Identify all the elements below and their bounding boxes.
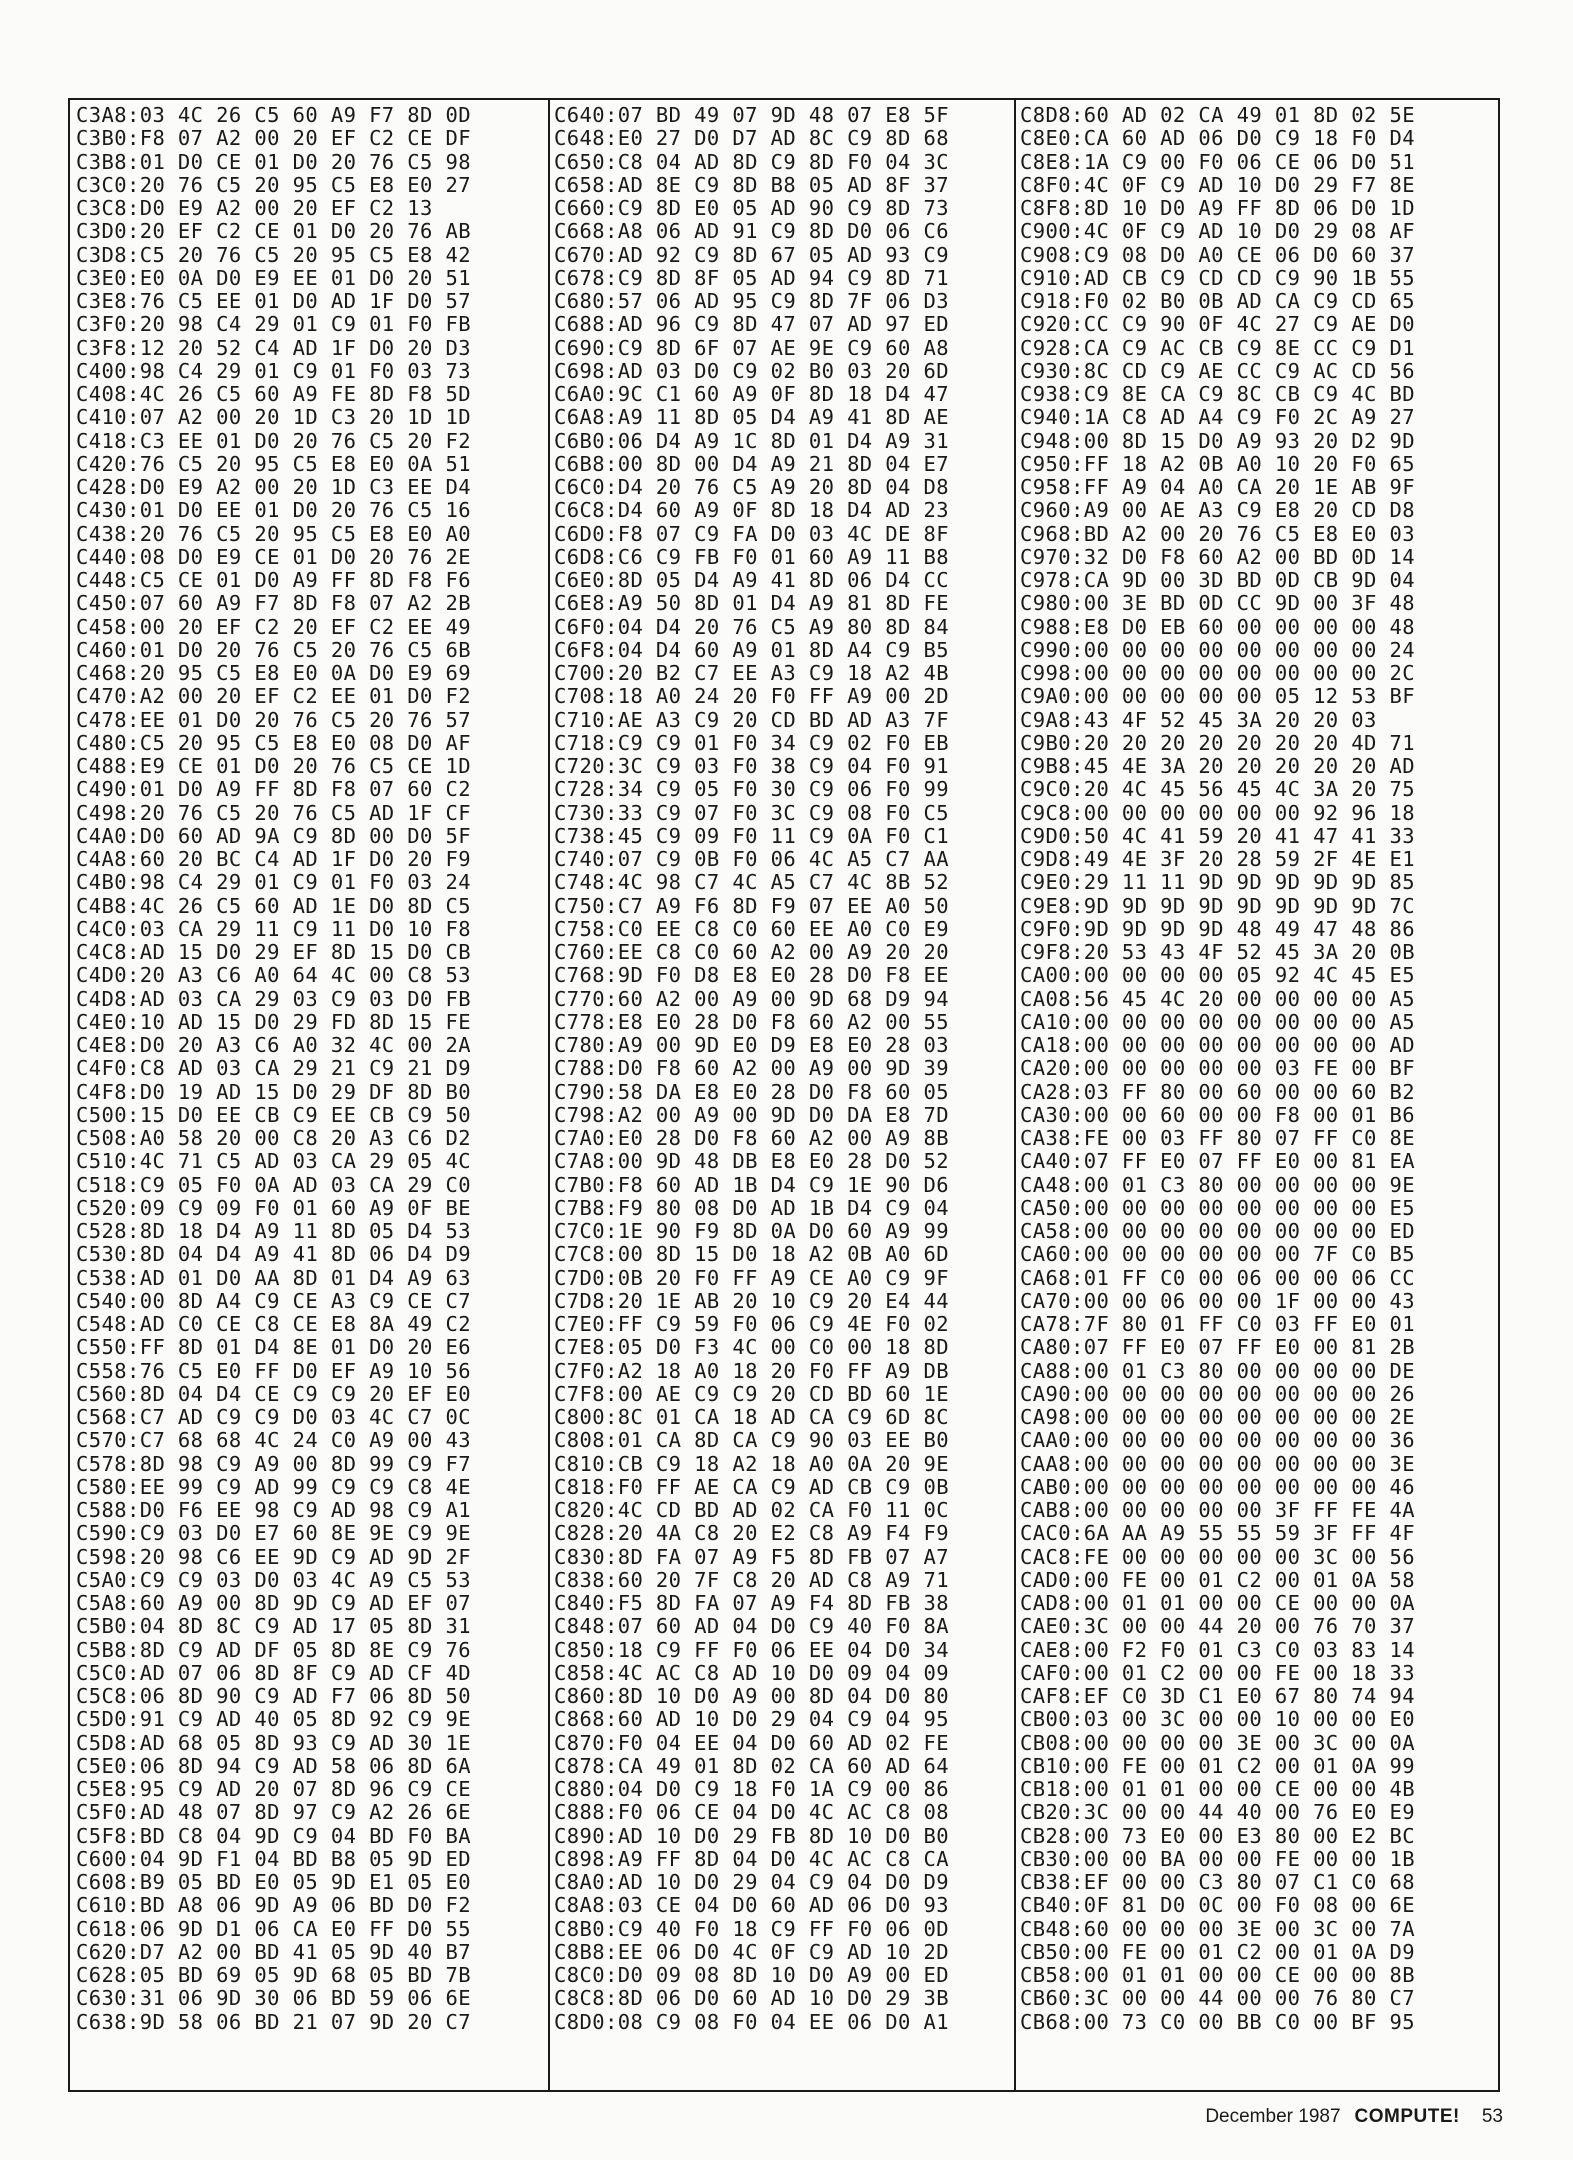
code-line: CA58:00 00 00 00 00 00 00 00 ED	[1020, 1219, 1416, 1243]
code-line: CAE8:00 F2 F0 01 C3 C0 03 83 14	[1020, 1637, 1416, 1662]
code-line: C3E8:76 C5 EE 01 D0 AD 1F D0 57	[76, 289, 472, 313]
code-line: CB48:60 00 00 00 3E 00 3C 00 7A	[1020, 1916, 1416, 1941]
code-line: C9B8:45 4E 3A 20 20 20 20 20 AD	[1020, 754, 1416, 778]
page-footer	[1205, 2106, 1503, 2128]
code-line: C9A8:43 4F 52 45 3A 20 20 03	[1020, 707, 1377, 732]
code-line: CA48:00 01 C3 80 00 00 00 00 9E	[1020, 1172, 1416, 1197]
code-line: CAF0:00 01 C2 00 00 FE 00 18 33	[1020, 1660, 1416, 1685]
magazine-name: COMPUTE!	[1354, 2106, 1460, 2127]
code-line: C420:76 C5 20 95 C5 E8 E0 0A 51	[76, 451, 472, 476]
code-line: C4B0:98 C4 29 01 C9 01 F0 03 24	[76, 870, 472, 895]
code-line: C6C8:D4 60 A9 0F 8D 18 D4 AD 23	[554, 498, 950, 523]
code-line: C3C8:D0 E9 A2 00 20 EF C2 13	[76, 196, 433, 220]
code-line: C6F8:04 D4 60 A9 01 8D A4 C9 B5	[554, 637, 950, 662]
code-line: CAB0:00 00 00 00 00 00 00 00 46	[1020, 1474, 1416, 1499]
code-line: CAC0:6A AA A9 55 55 59 3F FF 4F	[1020, 1521, 1416, 1546]
code-line: C450:07 60 A9 F7 8D F8 07 A2 2B	[76, 591, 472, 616]
code-line: C7E0:FF C9 59 F0 06 C9 4E F0 02	[554, 1312, 950, 1336]
code-line: C3B8:01 D0 CE 01 D0 20 76 C5 98	[76, 149, 472, 174]
code-line: C578:8D 98 C9 A9 00 8D 99 C9 F7	[76, 1451, 472, 1476]
code-line: C3A8:03 4C 26 C5 60 A9 F7 8D 0D	[76, 103, 472, 127]
code-line: C850:18 C9 FF F0 06 EE 04 D0 34	[554, 1637, 950, 1662]
code-line: CA00:00 00 00 00 05 92 4C 45 E5	[1020, 963, 1416, 988]
code-line: CAD8:00 01 01 00 00 CE 00 00 0A	[1020, 1591, 1416, 1615]
code-line: C650:C8 04 AD 8D C9 8D F0 04 3C	[554, 149, 950, 174]
code-line: C848:07 60 AD 04 D0 C9 40 F0 8A	[554, 1614, 950, 1639]
code-line: C868:60 AD 10 D0 29 04 C9 04 95	[554, 1707, 950, 1732]
code-line: C638:9D 58 06 BD 21 07 9D 20 C7	[76, 2009, 472, 2034]
code-line: C978:CA 9D 00 3D BD 0D CB 9D 04	[1020, 568, 1416, 592]
code-line: C690:C9 8D 6F 07 AE 9E C9 60 A8	[554, 335, 950, 360]
code-line: C6A8:A9 11 8D 05 D4 A9 41 8D AE	[554, 405, 950, 430]
code-line: C8E8:1A C9 00 F0 06 CE 06 D0 51	[1020, 149, 1416, 174]
code-line: C4D0:20 A3 C6 A0 64 4C 00 C8 53	[76, 963, 472, 988]
code-line: C4F0:C8 AD 03 CA 29 21 C9 21 D9	[76, 1056, 472, 1081]
code-line: C5E0:06 8D 94 C9 AD 58 06 8D 6A	[76, 1753, 472, 1778]
code-line: C878:CA 49 01 8D 02 CA 60 AD 64	[554, 1753, 950, 1778]
code-line: CB00:03 00 3C 00 00 10 00 00 E0	[1020, 1707, 1416, 1732]
code-line: C738:45 C9 09 F0 11 C9 0A F0 C1	[554, 823, 950, 848]
code-line: C678:C9 8D 8F 05 AD 94 C9 8D 71	[554, 265, 950, 290]
code-line: C750:C7 A9 F6 8D F9 07 EE A0 50	[554, 893, 950, 918]
code-line: C480:C5 20 95 C5 E8 E0 08 D0 AF	[76, 730, 472, 755]
code-line: C3D8:C5 20 76 C5 20 95 C5 E8 42	[76, 242, 472, 267]
code-line: C930:8C CD C9 AE CC C9 AC CD 56	[1020, 358, 1416, 383]
code-line: C938:C9 8E CA C9 8C CB C9 4C BD	[1020, 382, 1416, 406]
code-line: C5C0:AD 07 06 8D 8F C9 AD CF 4D	[76, 1660, 472, 1685]
code-line: C710:AE A3 C9 20 CD BD AD A3 7F	[554, 707, 950, 732]
code-line: CAC8:FE 00 00 00 00 00 3C 00 56	[1020, 1544, 1416, 1569]
code-line: C5E8:95 C9 AD 20 07 8D 96 C9 CE	[76, 1777, 472, 1801]
code-line: C9C0:20 4C 45 56 45 4C 3A 20 75	[1020, 777, 1416, 802]
code-line: C5D0:91 C9 AD 40 05 8D 92 C9 9E	[76, 1707, 472, 1732]
code-line: C818:F0 FF AE CA C9 AD CB C9 0B	[554, 1474, 950, 1499]
code-line: C988:E8 D0 EB 60 00 00 00 00 48	[1020, 614, 1416, 639]
code-line: C880:04 D0 C9 18 F0 1A C9 00 86	[554, 1777, 950, 1801]
code-line: CAE0:3C 00 00 44 20 00 76 70 37	[1020, 1614, 1416, 1639]
code-line: C860:8D 10 D0 A9 00 8D 04 D0 80	[554, 1684, 950, 1708]
listing-column-1	[76, 104, 536, 2034]
code-line: C9E8:9D 9D 9D 9D 9D 9D 9D 9D 7C	[1020, 893, 1416, 918]
code-line: C870:F0 04 EE 04 D0 60 AD 02 FE	[554, 1730, 950, 1755]
code-line: C788:D0 F8 60 A2 00 A9 00 9D 39	[554, 1056, 950, 1081]
code-line: CA18:00 00 00 00 00 00 00 00 AD	[1020, 1033, 1416, 1057]
code-line: C8E0:CA 60 AD 06 D0 C9 18 F0 D4	[1020, 126, 1416, 151]
code-line: C748:4C 98 C7 4C A5 C7 4C 8B 52	[554, 870, 950, 895]
code-line: C830:8D FA 07 A9 F5 8D FB 07 A7	[554, 1544, 950, 1569]
code-line: C6B8:00 8D 00 D4 A9 21 8D 04 E7	[554, 451, 950, 476]
code-line: C9D0:50 4C 41 59 20 41 47 41 33	[1020, 823, 1416, 848]
code-line: C618:06 9D D1 06 CA E0 FF D0 55	[76, 1916, 472, 1941]
code-line: C9C8:00 00 00 00 00 00 92 96 18	[1020, 800, 1416, 825]
code-line: CA80:07 FF E0 07 FF E0 00 81 2B	[1020, 1335, 1416, 1360]
code-line: C700:20 B2 C7 EE A3 C9 18 A2 4B	[554, 661, 950, 685]
code-line: C6D0:F8 07 C9 FA D0 03 4C DE 8F	[554, 521, 950, 546]
code-line: CB40:0F 81 D0 0C 00 F0 08 00 6E	[1020, 1893, 1416, 1918]
code-line: CB58:00 01 01 00 00 CE 00 00 8B	[1020, 1963, 1416, 1987]
column-divider	[1014, 100, 1016, 2090]
code-line: C568:C7 AD C9 C9 D0 03 4C C7 0C	[76, 1405, 472, 1429]
code-line: C720:3C C9 03 F0 38 C9 04 F0 91	[554, 754, 950, 778]
code-line: C460:01 D0 20 76 C5 20 76 C5 6B	[76, 637, 472, 662]
code-line: C8B0:C9 40 F0 18 C9 FF F0 06 0D	[554, 1916, 950, 1941]
code-line: C708:18 A0 24 20 F0 FF A9 00 2D	[554, 684, 950, 709]
code-line: C408:4C 26 C5 60 A9 FE 8D F8 5D	[76, 382, 472, 406]
code-line: C510:4C 71 C5 AD 03 CA 29 05 4C	[76, 1149, 472, 1174]
code-line: C5C8:06 8D 90 C9 AD F7 06 8D 50	[76, 1684, 472, 1708]
code-line: C5F8:BD C8 04 9D C9 04 BD F0 BA	[76, 1823, 472, 1848]
code-line: C728:34 C9 05 F0 30 C9 06 F0 99	[554, 777, 950, 802]
code-line: CAF8:EF C0 3D C1 E0 67 80 74 94	[1020, 1684, 1416, 1708]
code-line: C7B8:F9 80 08 D0 AD 1B D4 C9 04	[554, 1195, 950, 1220]
code-line: C5D8:AD 68 05 8D 93 C9 AD 30 1E	[76, 1730, 472, 1755]
code-line: C8B8:EE 06 D0 4C 0F C9 AD 10 2D	[554, 1939, 950, 1964]
code-line: C718:C9 C9 01 F0 34 C9 02 F0 EB	[554, 730, 950, 755]
code-line: C550:FF 8D 01 D4 8E 01 D0 20 E6	[76, 1335, 472, 1360]
code-line: C518:C9 05 F0 0A AD 03 CA 29 C0	[76, 1172, 472, 1197]
code-line: C810:CB C9 18 A2 18 A0 0A 20 9E	[554, 1451, 950, 1476]
listing-frame	[68, 98, 1500, 2092]
code-line: C770:60 A2 00 A9 00 9D 68 D9 94	[554, 986, 950, 1011]
code-line: CB30:00 00 BA 00 00 FE 00 00 1B	[1020, 1846, 1416, 1871]
code-line: CA28:03 FF 80 00 60 00 00 60 B2	[1020, 1079, 1416, 1104]
code-line: C3F0:20 98 C4 29 01 C9 01 F0 FB	[76, 312, 472, 337]
code-line: C488:E9 CE 01 D0 20 76 C5 CE 1D	[76, 754, 472, 778]
code-line: C7F8:00 AE C9 C9 20 CD BD 60 1E	[554, 1381, 950, 1406]
code-line: C958:FF A9 04 A0 CA 20 1E AB 9F	[1020, 475, 1416, 499]
code-line: C430:01 D0 EE 01 D0 20 76 C5 16	[76, 498, 472, 523]
code-line: C630:31 06 9D 30 06 BD 59 06 6E	[76, 1986, 472, 2011]
code-line: C7F0:A2 18 A0 18 20 F0 FF A9 DB	[554, 1358, 950, 1383]
code-line: C808:01 CA 8D CA C9 90 03 EE B0	[554, 1428, 950, 1453]
code-line: C530:8D 04 D4 A9 41 8D 06 D4 D9	[76, 1242, 472, 1267]
code-line: C960:A9 00 AE A3 C9 E8 20 CD D8	[1020, 498, 1416, 523]
code-line: C8A0:AD 10 D0 29 04 C9 04 D0 D9	[554, 1870, 950, 1894]
code-line: C8D0:08 C9 08 F0 04 EE 06 D0 A1	[554, 2009, 950, 2034]
code-line: C800:8C 01 CA 18 AD CA C9 6D 8C	[554, 1405, 950, 1429]
code-line: C5F0:AD 48 07 8D 97 C9 A2 26 6E	[76, 1800, 472, 1825]
code-line: C8F8:8D 10 D0 A9 FF 8D 06 D0 1D	[1020, 196, 1416, 220]
code-line: C6A0:9C C1 60 A9 0F 8D 18 D4 47	[554, 382, 950, 406]
code-line: C7B0:F8 60 AD 1B D4 C9 1E 90 D6	[554, 1172, 950, 1197]
code-line: C468:20 95 C5 E8 E0 0A D0 E9 69	[76, 661, 472, 685]
code-line: C498:20 76 C5 20 76 C5 AD 1F CF	[76, 800, 472, 825]
code-line: CA50:00 00 00 00 00 00 00 00 E5	[1020, 1195, 1416, 1220]
code-line: C8D8:60 AD 02 CA 49 01 8D 02 5E	[1020, 103, 1416, 127]
code-line: CAA0:00 00 00 00 00 00 00 00 36	[1020, 1428, 1416, 1453]
code-line: CA38:FE 00 03 FF 80 07 FF C0 8E	[1020, 1126, 1416, 1150]
code-line: C778:E8 E0 28 D0 F8 60 A2 00 55	[554, 1009, 950, 1034]
code-line: C7D8:20 1E AB 20 10 C9 20 E4 44	[554, 1288, 950, 1313]
code-line: C908:C9 08 D0 A0 CE 06 D0 60 37	[1020, 242, 1416, 267]
code-line: C780:A9 00 9D E0 D9 E8 E0 28 03	[554, 1033, 950, 1057]
code-line: C7C8:00 8D 15 D0 18 A2 0B A0 6D	[554, 1242, 950, 1267]
code-line: C9A0:00 00 00 00 00 05 12 53 BF	[1020, 684, 1416, 709]
code-line: CB08:00 00 00 00 3E 00 3C 00 0A	[1020, 1730, 1416, 1755]
code-line: C590:C9 03 D0 E7 60 8E 9E C9 9E	[76, 1521, 472, 1546]
code-line: C928:CA C9 AC CB C9 8E CC C9 D1	[1020, 335, 1416, 360]
column-divider	[548, 100, 550, 2090]
code-line: C730:33 C9 07 F0 3C C9 08 F0 C5	[554, 800, 950, 825]
code-line: CB28:00 73 E0 00 E3 80 00 E2 BC	[1020, 1823, 1416, 1848]
listing-column-2	[554, 104, 1014, 2034]
code-line: C620:D7 A2 00 BD 41 05 9D 40 B7	[76, 1939, 472, 1964]
code-line: C558:76 C5 E0 FF D0 EF A9 10 56	[76, 1358, 472, 1383]
code-line: C820:4C CD BD AD 02 CA F0 11 0C	[554, 1498, 950, 1522]
code-line: C888:F0 06 CE 04 D0 4C AC C8 08	[554, 1800, 950, 1825]
code-line: C528:8D 18 D4 A9 11 8D 05 D4 53	[76, 1219, 472, 1243]
code-line: C828:20 4A C8 20 E2 C8 A9 F4 F9	[554, 1521, 950, 1546]
code-line: C500:15 D0 EE CB C9 EE CB C9 50	[76, 1102, 472, 1127]
code-line: C9F0:9D 9D 9D 9D 48 49 47 48 86	[1020, 916, 1416, 941]
code-line: C7D0:0B 20 F0 FF A9 CE A0 C9 9F	[554, 1265, 950, 1290]
code-line: C920:CC C9 90 0F 4C 27 C9 AE D0	[1020, 312, 1416, 337]
code-line: C520:09 C9 09 F0 01 60 A9 0F BE	[76, 1195, 472, 1220]
code-line: C9F8:20 53 43 4F 52 45 3A 20 0B	[1020, 940, 1416, 964]
code-line: C798:A2 00 A9 00 9D D0 DA E8 7D	[554, 1102, 950, 1127]
code-line: CA30:00 00 60 00 00 F8 00 01 B6	[1020, 1102, 1416, 1127]
code-line: C400:98 C4 29 01 C9 01 F0 03 73	[76, 358, 472, 383]
code-line: C658:AD 8E C9 8D B8 05 AD 8F 37	[554, 172, 950, 197]
code-line: C8F0:4C 0F C9 AD 10 D0 29 F7 8E	[1020, 172, 1416, 197]
code-line: C910:AD CB C9 CD CD C9 90 1B 55	[1020, 265, 1416, 290]
code-line: C668:A8 06 AD 91 C9 8D D0 06 C6	[554, 219, 950, 244]
code-line: C608:B9 05 BD E0 05 9D E1 05 E0	[76, 1870, 472, 1894]
code-line: C4E8:D0 20 A3 C6 A0 32 4C 00 2A	[76, 1033, 472, 1057]
code-line: C790:58 DA E8 E0 28 D0 F8 60 05	[554, 1079, 950, 1104]
code-line: CB50:00 FE 00 01 C2 00 01 0A D9	[1020, 1939, 1416, 1964]
code-line: C6E8:A9 50 8D 01 D4 A9 81 8D FE	[554, 591, 950, 616]
code-line: C508:A0 58 20 00 C8 20 A3 C6 D2	[76, 1126, 472, 1150]
code-line: C548:AD C0 CE C8 CE E8 8A 49 C2	[76, 1312, 472, 1336]
code-line: C8C8:8D 06 D0 60 AD 10 D0 29 3B	[554, 1986, 950, 2011]
code-line: C6C0:D4 20 76 C5 A9 20 8D 04 D8	[554, 475, 950, 499]
code-line: C3B0:F8 07 A2 00 20 EF C2 CE DF	[76, 126, 472, 151]
code-line: CA98:00 00 00 00 00 00 00 00 2E	[1020, 1405, 1416, 1429]
code-line: CB20:3C 00 00 44 40 00 76 E0 E9	[1020, 1800, 1416, 1825]
code-line: C588:D0 F6 EE 98 C9 AD 98 C9 A1	[76, 1498, 472, 1522]
code-line: C6B0:06 D4 A9 1C 8D 01 D4 A9 31	[554, 428, 950, 453]
code-line: C580:EE 99 C9 AD 99 C9 C9 C8 4E	[76, 1474, 472, 1499]
code-line: C640:07 BD 49 07 9D 48 07 E8 5F	[554, 103, 950, 127]
code-line: C570:C7 68 68 4C 24 C0 A9 00 43	[76, 1428, 472, 1453]
code-line: C3D0:20 EF C2 CE 01 D0 20 76 AB	[76, 219, 472, 244]
code-line: C3E0:E0 0A D0 E9 EE 01 D0 20 51	[76, 265, 472, 290]
code-line: C760:EE C8 C0 60 A2 00 A9 20 20	[554, 940, 950, 964]
code-line: CA20:00 00 00 00 00 03 FE 00 BF	[1020, 1056, 1416, 1081]
code-line: CB18:00 01 01 00 00 CE 00 00 4B	[1020, 1777, 1416, 1801]
code-line: C950:FF 18 A2 0B A0 10 20 F0 65	[1020, 451, 1416, 476]
code-line: C7E8:05 D0 F3 4C 00 C0 00 18 8D	[554, 1335, 950, 1360]
code-line: C4B8:4C 26 C5 60 AD 1E D0 8D C5	[76, 893, 472, 918]
code-line: CA90:00 00 00 00 00 00 00 00 26	[1020, 1381, 1416, 1406]
issue-date: December 1987	[1205, 2106, 1341, 2127]
code-line: C670:AD 92 C9 8D 67 05 AD 93 C9	[554, 242, 950, 267]
code-line: CB38:EF 00 00 C3 80 07 C1 C0 68	[1020, 1870, 1416, 1894]
code-line: C418:C3 EE 01 D0 20 76 C5 20 F2	[76, 428, 472, 453]
code-line: CB10:00 FE 00 01 C2 00 01 0A 99	[1020, 1753, 1416, 1778]
code-line: C990:00 00 00 00 00 00 00 00 24	[1020, 637, 1416, 662]
code-line: C6D8:C6 C9 FB F0 01 60 A9 11 B8	[554, 544, 950, 569]
code-line: C5B8:8D C9 AD DF 05 8D 8E C9 76	[76, 1637, 472, 1662]
code-line: C4C8:AD 15 D0 29 EF 8D 15 D0 CB	[76, 940, 472, 964]
code-line: CA10:00 00 00 00 00 00 00 00 A5	[1020, 1009, 1416, 1034]
code-line: C610:BD A8 06 9D A9 06 BD D0 F2	[76, 1893, 472, 1918]
code-line: C7C0:1E 90 F9 8D 0A D0 60 A9 99	[554, 1219, 950, 1243]
code-line: CB60:3C 00 00 44 00 00 76 80 C7	[1020, 1986, 1416, 2011]
code-line: C5A0:C9 C9 03 D0 03 4C A9 C5 53	[76, 1567, 472, 1592]
code-line: C470:A2 00 20 EF C2 EE 01 D0 F2	[76, 684, 472, 709]
code-line: C428:D0 E9 A2 00 20 1D C3 EE D4	[76, 475, 472, 499]
code-line: C410:07 A2 00 20 1D C3 20 1D 1D	[76, 405, 472, 430]
code-line: C968:BD A2 00 20 76 C5 E8 E0 03	[1020, 521, 1416, 546]
code-line: C840:F5 8D FA 07 A9 F4 8D FB 38	[554, 1591, 950, 1615]
code-line: C940:1A C8 AD A4 C9 F0 2C A9 27	[1020, 405, 1416, 430]
code-line: C698:AD 03 D0 C9 02 B0 03 20 6D	[554, 358, 950, 383]
code-line: C4A8:60 20 BC C4 AD 1F D0 20 F9	[76, 847, 472, 871]
code-line: C758:C0 EE C8 C0 60 EE A0 C0 E9	[554, 916, 950, 941]
code-line: C628:05 BD 69 05 9D 68 05 BD 7B	[76, 1963, 472, 1987]
code-line: C890:AD 10 D0 29 FB 8D 10 D0 B0	[554, 1823, 950, 1848]
code-line: C648:E0 27 D0 D7 AD 8C C9 8D 68	[554, 126, 950, 151]
code-line: C4E0:10 AD 15 D0 29 FD 8D 15 FE	[76, 1009, 472, 1034]
page-number: 53	[1481, 2106, 1503, 2127]
code-line: C3F8:12 20 52 C4 AD 1F D0 20 D3	[76, 335, 472, 360]
code-line: CAB8:00 00 00 00 00 3F FF FE 4A	[1020, 1498, 1416, 1522]
code-line: C680:57 06 AD 95 C9 8D 7F 06 D3	[554, 289, 950, 313]
code-line: C5A8:60 A9 00 8D 9D C9 AD EF 07	[76, 1591, 472, 1615]
code-line: C4D8:AD 03 CA 29 03 C9 03 D0 FB	[76, 986, 472, 1011]
code-line: CB68:00 73 C0 00 BB C0 00 BF 95	[1020, 2009, 1416, 2034]
code-line: C600:04 9D F1 04 BD B8 05 9D ED	[76, 1846, 472, 1871]
code-line: C838:60 20 7F C8 20 AD C8 A9 71	[554, 1567, 950, 1592]
code-line: CA78:7F 80 01 FF C0 03 FF E0 01	[1020, 1312, 1416, 1336]
code-line: C5B0:04 8D 8C C9 AD 17 05 8D 31	[76, 1614, 472, 1639]
code-line: C7A8:00 9D 48 DB E8 E0 28 D0 52	[554, 1149, 950, 1174]
code-line: C478:EE 01 D0 20 76 C5 20 76 57	[76, 707, 472, 732]
code-line: C9D8:49 4E 3F 20 28 59 2F 4E E1	[1020, 847, 1416, 871]
code-line: CA88:00 01 C3 80 00 00 00 00 DE	[1020, 1358, 1416, 1383]
code-line: C4C0:03 CA 29 11 C9 11 D0 10 F8	[76, 916, 472, 941]
code-line: C4F8:D0 19 AD 15 D0 29 DF 8D B0	[76, 1079, 472, 1104]
code-line: CA40:07 FF E0 07 FF E0 00 81 EA	[1020, 1149, 1416, 1174]
code-line: CA08:56 45 4C 20 00 00 00 00 A5	[1020, 986, 1416, 1011]
code-line: C7A0:E0 28 D0 F8 60 A2 00 A9 8B	[554, 1126, 950, 1150]
code-line: C538:AD 01 D0 AA 8D 01 D4 A9 63	[76, 1265, 472, 1290]
code-line: C8C0:D0 09 08 8D 10 D0 A9 00 ED	[554, 1963, 950, 1987]
code-line: C598:20 98 C6 EE 9D C9 AD 9D 2F	[76, 1544, 472, 1569]
code-line: C458:00 20 EF C2 20 EF C2 EE 49	[76, 614, 472, 639]
code-line: C998:00 00 00 00 00 00 00 00 2C	[1020, 661, 1416, 685]
code-line: C540:00 8D A4 C9 CE A3 C9 CE C7	[76, 1288, 472, 1313]
code-line: C9B0:20 20 20 20 20 20 20 4D 71	[1020, 730, 1416, 755]
code-line: C448:C5 CE 01 D0 A9 FF 8D F8 F6	[76, 568, 472, 592]
code-line: C560:8D 04 D4 CE C9 C9 20 EF E0	[76, 1381, 472, 1406]
code-line: C490:01 D0 A9 FF 8D F8 07 60 C2	[76, 777, 472, 802]
listing-column-3	[1020, 104, 1480, 2034]
code-line: C6F0:04 D4 20 76 C5 A9 80 8D 84	[554, 614, 950, 639]
code-line: C660:C9 8D E0 05 AD 90 C9 8D 73	[554, 196, 950, 220]
code-line: CA68:01 FF C0 00 06 00 00 06 CC	[1020, 1265, 1416, 1290]
code-line: C900:4C 0F C9 AD 10 D0 29 08 AF	[1020, 219, 1416, 244]
code-line: CA60:00 00 00 00 00 00 7F C0 B5	[1020, 1242, 1416, 1267]
code-line: C768:9D F0 D8 E8 E0 28 D0 F8 EE	[554, 963, 950, 988]
code-line: C948:00 8D 15 D0 A9 93 20 D2 9D	[1020, 428, 1416, 453]
code-line: C898:A9 FF 8D 04 D0 4C AC C8 CA	[554, 1846, 950, 1871]
code-line: C688:AD 96 C9 8D 47 07 AD 97 ED	[554, 312, 950, 337]
code-line: CA70:00 00 06 00 00 1F 00 00 43	[1020, 1288, 1416, 1313]
code-line: C3C0:20 76 C5 20 95 C5 E8 E0 27	[76, 172, 472, 197]
code-line: CAD0:00 FE 00 01 C2 00 01 0A 58	[1020, 1567, 1416, 1592]
code-line: C440:08 D0 E9 CE 01 D0 20 76 2E	[76, 544, 472, 569]
code-line: C9E0:29 11 11 9D 9D 9D 9D 9D 85	[1020, 870, 1416, 895]
code-line: C740:07 C9 0B F0 06 4C A5 C7 AA	[554, 847, 950, 871]
code-line: C8A8:03 CE 04 D0 60 AD 06 D0 93	[554, 1893, 950, 1918]
code-line: C438:20 76 C5 20 95 C5 E8 E0 A0	[76, 521, 472, 546]
code-line: C918:F0 02 B0 0B AD CA C9 CD 65	[1020, 289, 1416, 313]
code-line: C4A0:D0 60 AD 9A C9 8D 00 D0 5F	[76, 823, 472, 848]
code-line: C858:4C AC C8 AD 10 D0 09 04 09	[554, 1660, 950, 1685]
code-line: CAA8:00 00 00 00 00 00 00 00 3E	[1020, 1451, 1416, 1476]
code-line: C980:00 3E BD 0D CC 9D 00 3F 48	[1020, 591, 1416, 616]
code-line: C6E0:8D 05 D4 A9 41 8D 06 D4 CC	[554, 568, 950, 592]
code-line: C970:32 D0 F8 60 A2 00 BD 0D 14	[1020, 544, 1416, 569]
